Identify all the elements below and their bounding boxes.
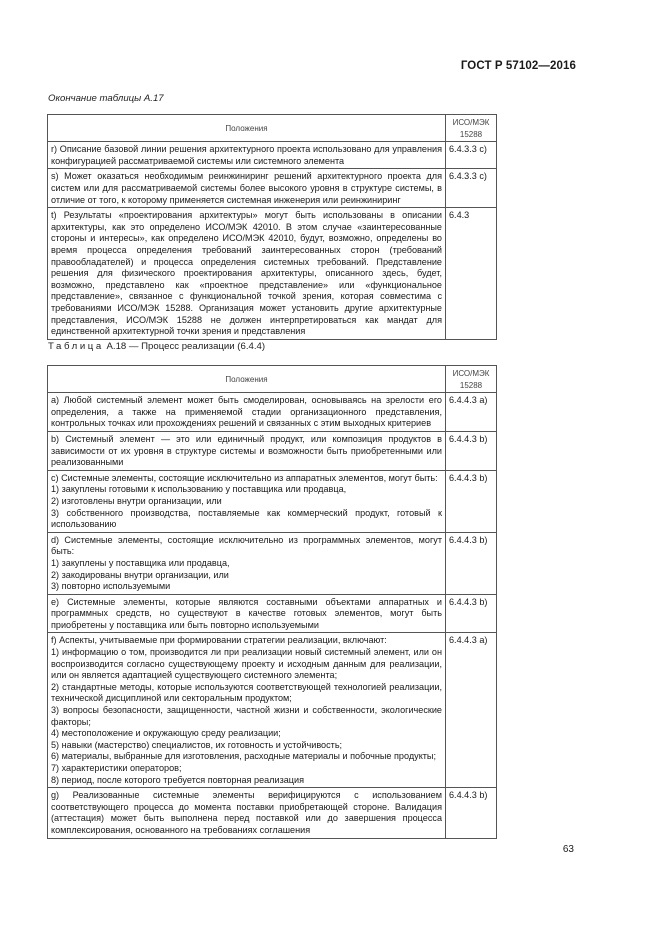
row-text-line: e) Системные элементы, которые являются составными объектами аппаратных и программных средств, но существуют в качестве готовых элементов, могут быть приобретены у поставщика или быть повторно используемыми <box>51 596 442 630</box>
row-text <box>48 594 446 633</box>
table-caption-title: А.18 — Процесс реализации (6.4.4) <box>106 341 266 352</box>
row-text-line: g) Реализованные системные элементы верифицируются с использованием соответствующего процесса до момента поставки приобретающей стороне. Валидация (аттестация) может быть выполнена перед поставкой или до завершения процесса комплексирования, основанного на требованиях соглашения <box>51 790 442 835</box>
column-header-provisions: Положения <box>48 115 446 142</box>
table-a18 <box>47 365 497 839</box>
table-caption-prefix: Таблица <box>48 341 104 352</box>
table-row <box>48 142 497 169</box>
row-text-line: 1) информацию о том, производится ли при реализации новый системный элемент, или он воспроизводится согласно существующему проекту и исходным данным для реализации, или он является адаптацией существующего системного элемента; <box>51 647 442 681</box>
table-row <box>48 594 497 633</box>
row-reference: 6.4.3.3 c) <box>446 169 497 208</box>
row-reference: 6.4.4.3 a) <box>446 393 497 432</box>
table-row <box>48 470 497 532</box>
row-text-line: b) Системный элемент — это или единичный продукт, или композиция продуктов в зависимости от их уровня в структуре системы и возможности быть приобретенными или реализованными <box>51 433 442 468</box>
table-row <box>48 431 497 470</box>
row-text-line: 1) закуплены у поставщика или продавца, <box>51 557 230 568</box>
row-reference: 6.4.3 <box>446 208 497 340</box>
row-text-line: 2) изготовлены внутри организации, или <box>51 495 222 506</box>
row-text: r) Описание базовой линии решения архитектурного проекта использовано для управления конфигурацией рассматриваемой системы или системного элемента <box>48 142 446 169</box>
row-text <box>48 470 446 532</box>
table-row <box>48 788 497 838</box>
table-header-row <box>48 366 497 393</box>
column-header-provisions: Положения <box>48 366 446 393</box>
row-text: t) Результаты «проектирования архитектуры» могут быть использованы в описании архитектуры, как это определено ИСО/МЭК 42010. В этом случае «заинтересованные стороны и интересы», как определено ИСО/МЭК 42010, будут, возможно, определены во время процесса определения требований заинтересованных сторон (требований правообладателей) и процесса определения системных требований. Представление решения для физического проектирования архитектуры, описанного здесь, будет, возможно, представлено как «проектное представление» или «функциональное представление», связанное с функциональной точкой зрения, которая совместима с требованиями ИСО/МЭК 15288. Организация может установить другие архитектурные представления, ИСО/МЭК 15288 не должен интерпретироваться как мандат для единственной архитектурной точки зрения и представления <box>48 208 446 340</box>
row-text <box>48 532 446 594</box>
table-row <box>48 532 497 594</box>
row-text-line: 3) вопросы безопасности, защищенности, частной жизни и собственности, экологические факторы; <box>51 705 442 727</box>
row-reference: 6.4.4.3 b) <box>446 470 497 532</box>
row-text-line: 2) стандартные методы, которые используются соответствующей технологией реализации, технической дисциплиной или секторальным продуктом; <box>51 681 442 704</box>
row-reference: 6.4.4.3 b) <box>446 532 497 594</box>
row-text-line: 2) закодированы внутри организации, или <box>51 569 229 580</box>
row-text-line: f) Аспекты, учитываемые при формировании стратегии реализации, включают: <box>51 635 387 646</box>
row-reference: 6.4.3.3 c) <box>446 142 497 169</box>
row-text: s) Может оказаться необходимым реинжиниринг решений архитектурного проекта для систем или для рассматриваемой системы более высокого уровня в структуре системы, в отличие от того, к которому применяется системная инженерия или реинжиниринг <box>48 169 446 208</box>
row-text-line: 3) повторно используемыми <box>51 581 171 592</box>
row-text-line: 6) материалы, выбранные для изготовления, расходные материалы и побочные продукты; <box>51 751 436 762</box>
row-text <box>48 633 446 788</box>
table-header-row <box>48 115 497 142</box>
table-row <box>48 169 497 208</box>
row-text <box>48 431 446 470</box>
row-reference: 6.4.4.3 b) <box>446 788 497 838</box>
row-text-line: a) Любой системный элемент может быть смоделирован, основываясь на зрелости его определения, а также на применяемой стадии организационного представления, контрольных точках или прохождениях решений и связанных с этим выходных критериев <box>51 395 442 429</box>
row-text-line: 4) местоположение и окружающую среду реализации; <box>51 728 281 739</box>
table-row <box>48 208 497 340</box>
row-text <box>48 788 446 838</box>
table-row <box>48 393 497 432</box>
table-a17 <box>47 114 497 340</box>
row-text <box>48 393 446 432</box>
table-row <box>48 633 497 788</box>
row-text-line: d) Системные элементы, состоящие исключительно из программных элементов, могут быть: <box>51 534 442 557</box>
row-text-line: 3) собственного производства, поставляемые как коммерческий продукт, готовый к использованию <box>51 507 442 530</box>
column-header-iso: ИСО/МЭК 15288 <box>446 366 497 393</box>
table-caption <box>48 341 265 352</box>
row-text-line: 8) период, после которого требуется повторная реализация <box>51 774 305 785</box>
standard-header: ГОСТ Р 57102—2016 <box>460 60 576 72</box>
row-text-line: 1) закуплены готовыми к использованию у поставщика или продавца, <box>51 484 347 495</box>
table-continuation-caption: Окончание таблицы А.17 <box>48 93 164 104</box>
row-text-line: c) Системные элементы, состоящие исключительно из аппаратных элементов, могут быть: <box>51 472 438 483</box>
row-reference: 6.4.4.3 b) <box>446 431 497 470</box>
page-number: 63 <box>562 844 574 855</box>
row-text-line: 7) характеристики операторов; <box>51 763 182 773</box>
row-reference: 6.4.4.3 a) <box>446 633 497 788</box>
column-header-iso: ИСО/МЭК 15288 <box>446 115 497 142</box>
row-reference: 6.4.4.3 b) <box>446 594 497 633</box>
row-text-line: 5) навыки (мастерство) специалистов, их готовность и устойчивость; <box>51 739 343 750</box>
